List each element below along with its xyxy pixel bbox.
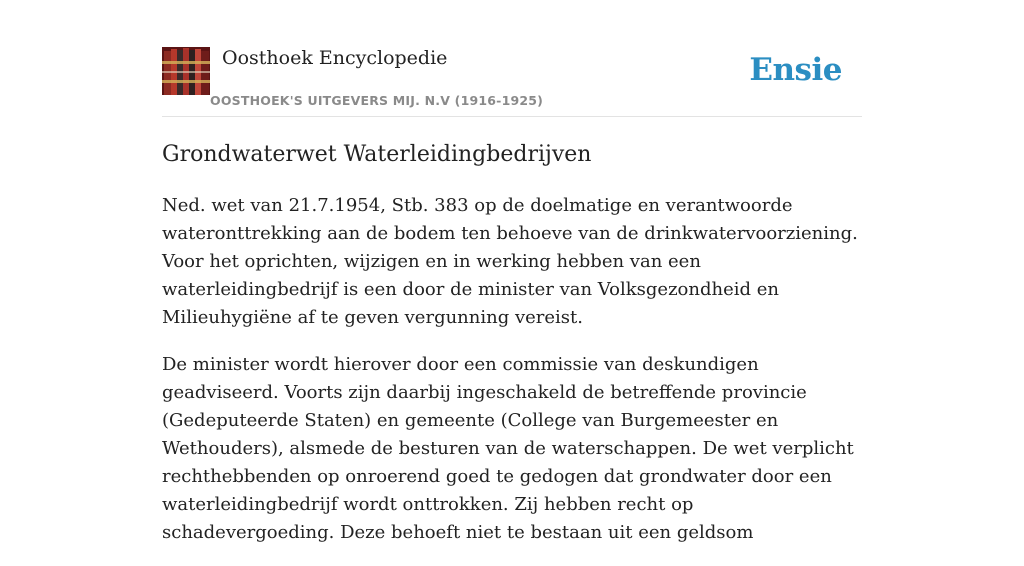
header — [162, 46, 862, 117]
book-spines-icon[interactable] — [162, 47, 210, 95]
article-title: Grondwaterwet Waterleidingbedrijven — [162, 142, 592, 167]
article-paragraph: Ned. wet van 21.7.1954, Stb. 383 op de doelmatige en verantwoorde wateronttrekking aan de bodem ten behoeve van de drinkwatervoorziening. Voor het oprichten, wijzigen en in werking hebben van een waterleidingbedrijf is een door de minister van Volksgezondheid en Milieuhygiëne af te geven vergunning vereist. — [162, 195, 858, 328]
publisher-label: OOSTHOEK'S UITGEVERS MIJ. N.V (1916-1925) — [210, 93, 544, 108]
source-name[interactable]: Oosthoek Encyclopedie — [222, 47, 448, 69]
article-body — [162, 192, 867, 566]
article-paragraph: De minister wordt hierover door een commissie van deskundigen geadviseerd. Voorts zijn daarbij ingeschakeld de betreffende provincie (Gedeputeerde Staten) en gemeente (College van Burgemeester en Wethouders), alsmede de besturen van de waterschappen. De wet verplicht rechthebbenden op onroerend goed te gedogen dat grondwater door een waterleidingbedrijf wordt onttrokken. Zij hebben recht op schadevergoeding. Deze behoeft niet te bestaan uit een geldsom — [162, 354, 854, 543]
ensie-logo[interactable]: Ensie — [749, 52, 842, 88]
